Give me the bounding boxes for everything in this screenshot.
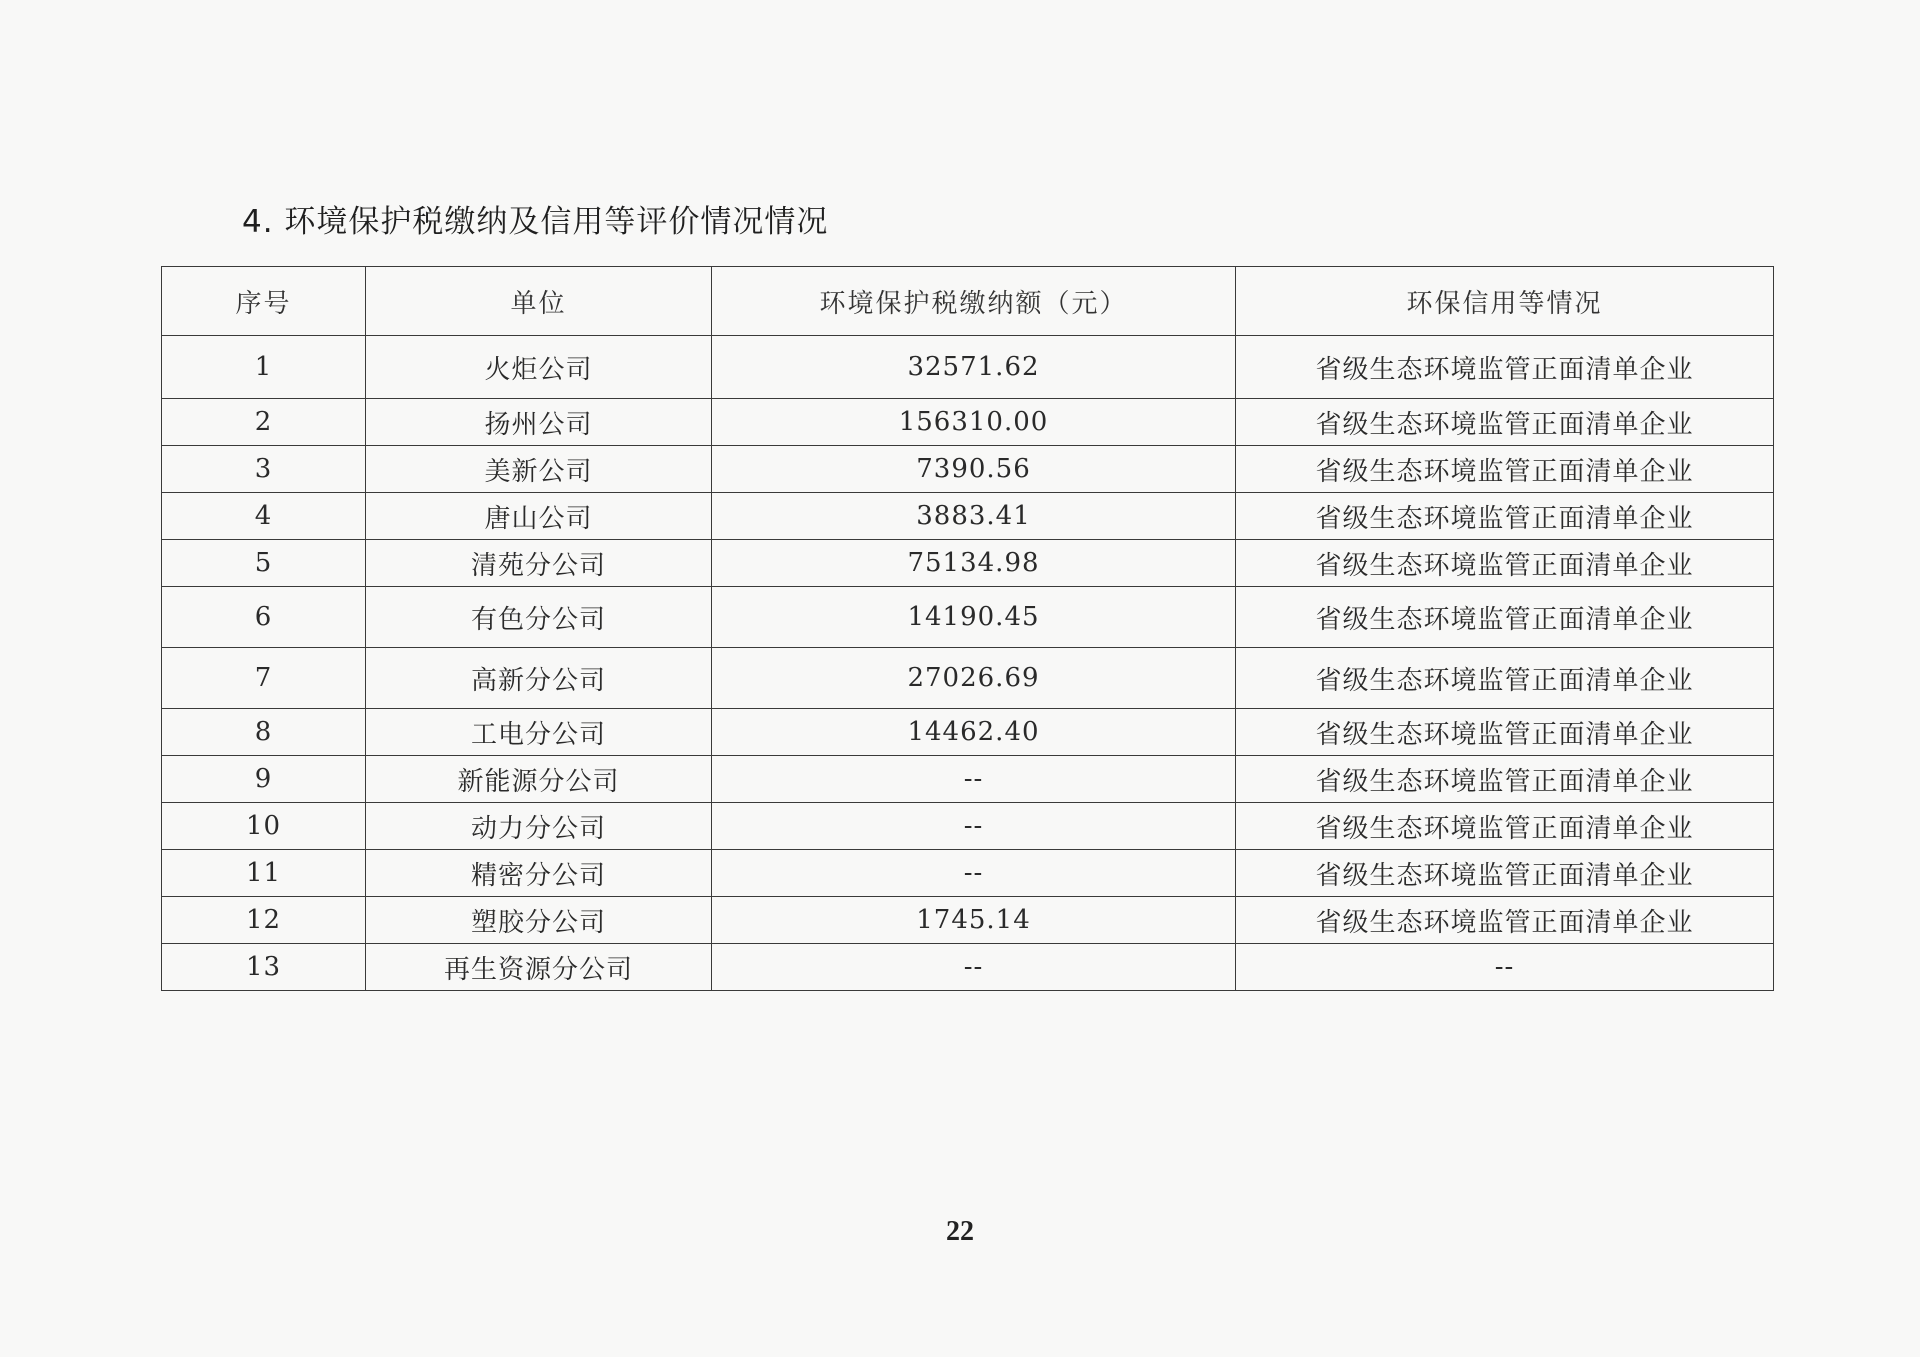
row-no: 3 xyxy=(162,446,366,493)
row-unit: 再生资源分公司 xyxy=(366,944,712,991)
row-no: 9 xyxy=(162,756,366,803)
row-amount: -- xyxy=(712,803,1236,850)
section-title: 4. 环境保护税缴纳及信用等评价情况情况 xyxy=(242,204,829,240)
table-row xyxy=(162,756,1774,803)
table-row xyxy=(162,336,1774,399)
table-row xyxy=(162,587,1774,648)
row-unit: 有色分公司 xyxy=(366,587,712,648)
table-row xyxy=(162,850,1774,897)
row-no: 13 xyxy=(162,944,366,991)
row-credit: 省级生态环境监管正面清单企业 xyxy=(1236,493,1774,540)
table-row xyxy=(162,648,1774,709)
row-unit: 扬州公司 xyxy=(366,399,712,446)
table-row xyxy=(162,493,1774,540)
row-amount: 3883.41 xyxy=(712,493,1236,540)
row-no: 8 xyxy=(162,709,366,756)
row-no: 2 xyxy=(162,399,366,446)
row-amount: 75134.98 xyxy=(712,540,1236,587)
row-amount: 14462.40 xyxy=(712,709,1236,756)
row-credit: 省级生态环境监管正面清单企业 xyxy=(1236,850,1774,897)
row-unit: 精密分公司 xyxy=(366,850,712,897)
row-amount: 14190.45 xyxy=(712,587,1236,648)
row-unit: 火炬公司 xyxy=(366,336,712,399)
row-no: 7 xyxy=(162,648,366,709)
page-number: 22 xyxy=(946,1216,974,1247)
row-credit: 省级生态环境监管正面清单企业 xyxy=(1236,587,1774,648)
table-row xyxy=(162,803,1774,850)
row-amount: 156310.00 xyxy=(712,399,1236,446)
row-unit: 塑胶分公司 xyxy=(366,897,712,944)
row-credit: 省级生态环境监管正面清单企业 xyxy=(1236,803,1774,850)
row-unit: 动力分公司 xyxy=(366,803,712,850)
row-amount: 7390.56 xyxy=(712,446,1236,493)
row-credit: 省级生态环境监管正面清单企业 xyxy=(1236,446,1774,493)
row-no: 5 xyxy=(162,540,366,587)
row-unit: 清苑分公司 xyxy=(366,540,712,587)
header-amount: 环境保护税缴纳额（元） xyxy=(712,267,1236,336)
row-no: 6 xyxy=(162,587,366,648)
row-credit: 省级生态环境监管正面清单企业 xyxy=(1236,897,1774,944)
table-header-row xyxy=(162,267,1774,336)
row-credit: 省级生态环境监管正面清单企业 xyxy=(1236,336,1774,399)
row-credit: 省级生态环境监管正面清单企业 xyxy=(1236,540,1774,587)
row-credit: 省级生态环境监管正面清单企业 xyxy=(1236,399,1774,446)
table-row xyxy=(162,446,1774,493)
row-amount: -- xyxy=(712,850,1236,897)
row-credit: 省级生态环境监管正面清单企业 xyxy=(1236,756,1774,803)
row-amount: 27026.69 xyxy=(712,648,1236,709)
row-amount: 32571.62 xyxy=(712,336,1236,399)
row-no: 11 xyxy=(162,850,366,897)
table-row xyxy=(162,399,1774,446)
header-credit: 环保信用等情况 xyxy=(1236,267,1774,336)
row-credit: 省级生态环境监管正面清单企业 xyxy=(1236,648,1774,709)
table-row xyxy=(162,944,1774,991)
row-no: 12 xyxy=(162,897,366,944)
header-no: 序号 xyxy=(162,267,366,336)
header-unit: 单位 xyxy=(366,267,712,336)
row-unit: 美新公司 xyxy=(366,446,712,493)
row-amount: 1745.14 xyxy=(712,897,1236,944)
row-credit: 省级生态环境监管正面清单企业 xyxy=(1236,709,1774,756)
table-row xyxy=(162,897,1774,944)
row-no: 10 xyxy=(162,803,366,850)
row-unit: 高新分公司 xyxy=(366,648,712,709)
table-row xyxy=(162,709,1774,756)
row-amount: -- xyxy=(712,944,1236,991)
row-unit: 唐山公司 xyxy=(366,493,712,540)
table-row xyxy=(162,540,1774,587)
row-amount: -- xyxy=(712,756,1236,803)
row-unit: 工电分公司 xyxy=(366,709,712,756)
row-no: 4 xyxy=(162,493,366,540)
row-no: 1 xyxy=(162,336,366,399)
row-credit: -- xyxy=(1236,944,1774,991)
row-unit: 新能源分公司 xyxy=(366,756,712,803)
environmental-tax-table xyxy=(161,266,1774,991)
